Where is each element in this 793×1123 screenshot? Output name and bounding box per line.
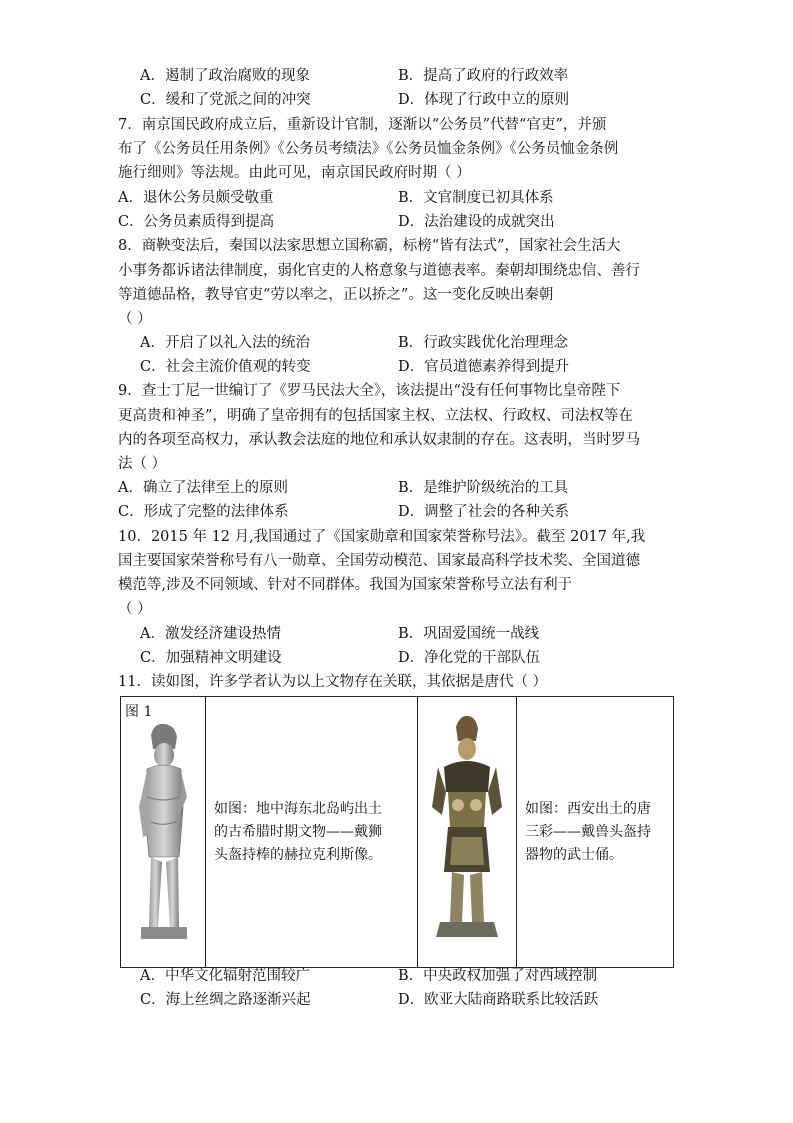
warrior-figurine-cell bbox=[418, 697, 517, 968]
q7-stem-line1: 7．南京国民政府成立后，重新设计官制，逐渐以“公务员”代替“官吏”，并颁 bbox=[118, 117, 607, 133]
q9-option-d: D．调整了社会的各种关系 bbox=[398, 504, 570, 520]
q9-stem-line3: 内的各项至高权力，承认教会法庭的地位和承认奴隶制的存在。这表明，当时罗马 bbox=[118, 432, 640, 448]
q8-stem-line3: 等道德品格，教导官吏“劳以率之，正以挢之”。这一变化反映出秦朝 bbox=[118, 287, 554, 303]
q9-option-c: C．形成了完整的法律体系 bbox=[118, 504, 289, 520]
tang-warrior-figurine-image bbox=[418, 697, 517, 963]
q11-option-c: C．海上丝绸之路逐渐兴起 bbox=[140, 992, 311, 1008]
q9-option-b: B．是维护阶级统治的工具 bbox=[398, 480, 569, 496]
warrior-caption-cell bbox=[517, 697, 674, 968]
q7-option-d: D．法治建设的成就突出 bbox=[398, 214, 555, 230]
heracles-statue-cell bbox=[121, 697, 206, 968]
q10-answer-blank: （ ） bbox=[118, 601, 152, 617]
figure-label: 图 1 bbox=[125, 704, 153, 720]
q7-option-a: A．退休公务员颇受敬重 bbox=[118, 190, 274, 206]
q11-option-a: A．中华文化辐射范围较广 bbox=[140, 968, 310, 984]
left-caption-line3: 头盔持棒的赫拉克利斯像。 bbox=[214, 846, 382, 863]
q11-stem: 11．读如图，许多学者认为以上文物存在关联，其依据是唐代（ ） bbox=[118, 674, 548, 690]
q10-option-c: C．加强精神文明建设 bbox=[140, 650, 282, 666]
q11-figure-table bbox=[120, 696, 674, 968]
right-caption-line1: 如图：西安出土的唐 bbox=[525, 800, 651, 817]
q10-stem-line2: 国主要国家荣誉称号有八一勋章、全国劳动模范、国家最高科学技术奖、全国道德 bbox=[118, 553, 640, 569]
q9-stem-line1: 9．查士丁尼一世编订了《罗马民法大全》，该法提出“没有任何事物比皇帝陛下 bbox=[118, 383, 621, 399]
q7-option-b: B．文官制度已初具体系 bbox=[398, 190, 554, 206]
q11-option-b: B．中央政权加强了对西域控制 bbox=[398, 968, 598, 984]
q8-stem-line2: 小事务都诉诸法律制度，弱化官吏的人格意象与道德表率。秦朝却围绕忠信、善行 bbox=[118, 263, 640, 279]
q8-stem-line1: 8．商鞅变法后，秦国以法家思想立国称霸，标榜“皆有法式”，国家社会生活大 bbox=[118, 238, 621, 254]
q9-stem-line4: 法（ ） bbox=[118, 456, 167, 472]
heracles-caption-cell bbox=[206, 697, 418, 968]
q10-option-b: B．巩固爱国统一战线 bbox=[398, 626, 540, 642]
q8-answer-blank: （ ） bbox=[118, 311, 152, 327]
q8-option-b: B．行政实践优化治理理念 bbox=[398, 335, 569, 351]
q10-option-a: A．激发经济建设热情 bbox=[140, 626, 281, 642]
q10-option-d: D．净化党的干部队伍 bbox=[398, 650, 541, 666]
q7-stem-line3: 施行细则》等法规。由此可见，南京国民政府时期（ ） bbox=[118, 165, 471, 181]
left-caption-line2: 的古希腊时期文物——戴狮 bbox=[214, 823, 382, 840]
q6-option-d: D．体现了行政中立的原则 bbox=[398, 92, 570, 108]
right-caption-line3: 器物的武士俑。 bbox=[525, 846, 623, 863]
q8-option-a: A．开启了以礼入法的统治 bbox=[140, 335, 310, 351]
q6-option-b: B．提高了政府的行政效率 bbox=[398, 68, 569, 84]
q11-option-d: D．欧亚大陆商路联系比较活跃 bbox=[398, 992, 599, 1008]
q9-option-a: A．确立了法律至上的原则 bbox=[118, 480, 288, 496]
right-caption-line2: 三彩——戴兽头盔持 bbox=[525, 823, 651, 840]
q7-option-c: C．公务员素质得到提高 bbox=[118, 214, 275, 230]
q6-option-c: C．缓和了党派之间的冲突 bbox=[140, 92, 311, 108]
q8-option-c: C．社会主流价值观的转变 bbox=[140, 359, 311, 375]
q10-stem-line1: 10．2015 年 12 月,我国通过了《国家勋章和国家荣誉称号法》。截至 2017 年,我 bbox=[118, 529, 646, 545]
left-caption-line1: 如图：地中海东北岛屿出土 bbox=[214, 800, 382, 817]
q7-stem-line2: 布了《公务员任用条例》《公务员考绩法》《公务员恤金条例》《公务员恤金条例 bbox=[118, 141, 619, 157]
q8-option-d: D．官员道德素养得到提升 bbox=[398, 359, 570, 375]
q9-stem-line2: 更高贵和神圣”，明确了皇帝拥有的包括国家主权、立法权、行政权、司法权等在 bbox=[118, 408, 633, 424]
q6-option-a: A．遏制了政治腐败的现象 bbox=[140, 68, 310, 84]
heracles-statue-image bbox=[121, 697, 206, 963]
q10-stem-line3: 模范等,涉及不同领域、针对不同群体。我国为国家荣誉称号立法有利于 bbox=[118, 577, 573, 593]
